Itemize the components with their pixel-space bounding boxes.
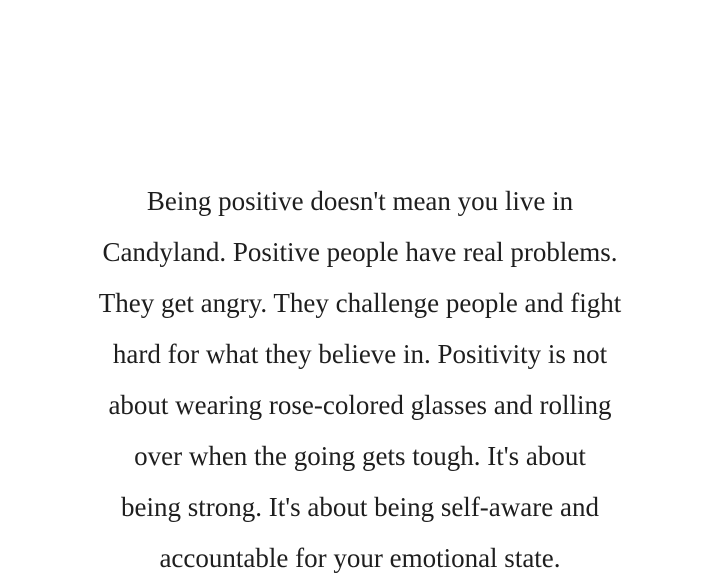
quote-line-1: Being positive doesn't mean you live in [146,186,574,216]
quote-line-8: accountable for your emotional state. [159,543,561,573]
quote-line-5: about wearing rose-colored glasses and rolling [108,390,612,420]
quote-text [0,176,720,584]
quote-line-4: hard for what they believe in. Positivity is not [112,339,608,369]
quote-line-2: Candyland. Positive people have real problems. [102,237,618,267]
quote-line-3: They get angry. They challenge people and fight [98,288,622,318]
quote-line-6: over when the going gets tough. It's about [134,441,586,471]
quote-line-7: being strong. It's about being self-aware and [121,492,599,522]
